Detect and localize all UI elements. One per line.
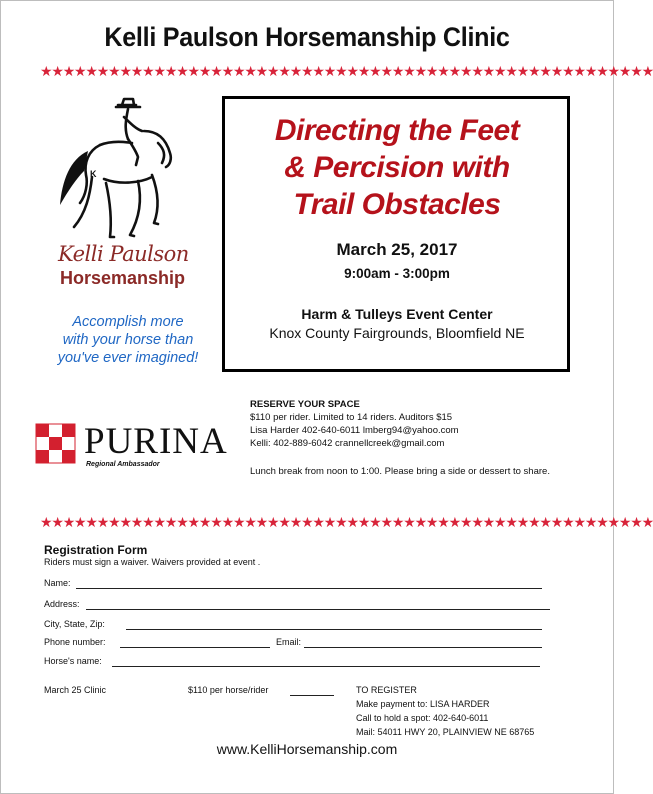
page-title: Kelli Paulson Horsemanship Clinic bbox=[104, 22, 510, 52]
city-state-zip-field[interactable] bbox=[126, 629, 542, 630]
logo-horsemanship: Horsemanship bbox=[60, 268, 186, 288]
event-headline: Directing the Feet & Percision with Trail Obstacles bbox=[274, 114, 520, 221]
purina-logo-text: PURINA bbox=[84, 421, 228, 462]
phone-field[interactable] bbox=[120, 647, 270, 648]
email-label: Email: bbox=[276, 637, 302, 647]
logo-script-name: Kelli Paulson bbox=[58, 242, 189, 266]
event-time: 9:00am - 3:00pm bbox=[344, 266, 450, 281]
website-link[interactable]: www.KelliHorsemanship.com bbox=[216, 741, 398, 757]
registration-subtitle: Riders must sign a waiver. Waivers provided at event . bbox=[44, 557, 261, 567]
register-heading: TO REGISTER bbox=[356, 685, 417, 695]
name-field[interactable] bbox=[76, 588, 542, 589]
registration-title: Registration Form bbox=[44, 543, 148, 557]
email-field[interactable] bbox=[304, 647, 542, 648]
purina-subtitle: Regional Ambassador bbox=[86, 461, 160, 468]
clinic-date-label: March 25 Clinic bbox=[44, 685, 107, 695]
star-divider-top: ★★★★★★★★★★★★★★★★★★★★★★★★★★★★★★★★★★★★★★★★★★★★★★★★★★★★★★ bbox=[40, 63, 653, 79]
amount-field[interactable] bbox=[290, 695, 334, 696]
clinic-price-label: $110 per horse/rider bbox=[188, 685, 269, 695]
register-payment: Make payment to: LISA HARDER bbox=[356, 699, 490, 709]
event-date: March 25, 2017 bbox=[336, 240, 458, 259]
svg-text:K: K bbox=[90, 169, 97, 179]
register-mail: Mail: 54011 HWY 20, PLAINVIEW NE 68765 bbox=[356, 727, 535, 737]
address-label: Address: bbox=[44, 599, 80, 609]
event-venue-location: Knox County Fairgrounds, Bloomfield NE bbox=[269, 325, 525, 341]
name-label: Name: bbox=[44, 578, 71, 588]
register-call: Call to hold a spot: 402-640-6011 bbox=[356, 713, 489, 723]
reserve-contact-lisa: Lisa Harder 402-640-6011 lmberg94@yahoo.com bbox=[250, 425, 459, 436]
reserve-contact-kelli: Kelli: 402-889-6042 crannellcreek@gmail.com bbox=[250, 438, 445, 449]
reserve-lunch: Lunch break from noon to 1:00. Please bring a side or dessert to share. bbox=[250, 466, 550, 477]
city-state-zip-label: City, State, Zip: bbox=[44, 619, 105, 629]
horse-name-field[interactable] bbox=[112, 666, 540, 667]
tagline: Accomplish more with your horse than you've ever imagined! bbox=[57, 314, 199, 366]
phone-label: Phone number: bbox=[44, 637, 106, 647]
address-field[interactable] bbox=[86, 609, 550, 610]
reserve-heading: RESERVE YOUR SPACE bbox=[250, 399, 360, 410]
reserve-pricing: $110 per rider. Limited to 14 riders. Auditors $15 bbox=[250, 412, 453, 423]
event-venue: Harm & Tulleys Event Center bbox=[301, 306, 493, 322]
star-divider-middle: ★★★★★★★★★★★★★★★★★★★★★★★★★★★★★★★★★★★★★★★★★★★★★★★★★★★★★★ bbox=[40, 514, 653, 530]
horse-name-label: Horse's name: bbox=[44, 656, 102, 666]
